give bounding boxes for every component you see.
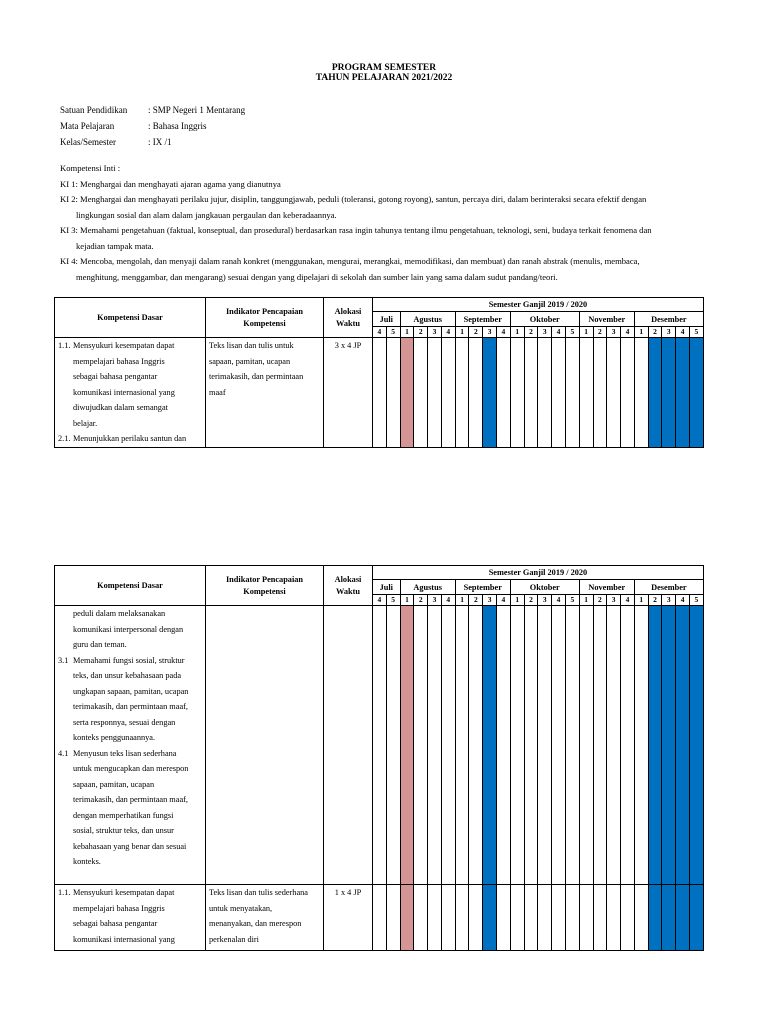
week-cell bbox=[689, 885, 703, 951]
kd-number: 3.1 bbox=[58, 655, 69, 665]
kompetensi-dasar-cell bbox=[55, 885, 206, 951]
week-cell bbox=[373, 606, 387, 885]
header-indikator: Indikator Pencapaian Kompetensi bbox=[206, 298, 324, 338]
week-cell bbox=[676, 606, 690, 885]
kd-item bbox=[58, 653, 203, 669]
week-cell bbox=[373, 338, 387, 448]
indikator-line: terimakasih, dan permintaan bbox=[209, 372, 304, 381]
week-cell bbox=[483, 606, 497, 885]
week-cell bbox=[524, 885, 538, 951]
week-cell bbox=[634, 606, 648, 885]
identity-value: : Bahasa Inggris bbox=[148, 121, 207, 131]
week-cell bbox=[386, 885, 400, 951]
kd-line: kebahasaan yang benar dan sesuai bbox=[73, 841, 187, 851]
kd-line: konteks penggunaannya. bbox=[73, 733, 156, 742]
week-cell bbox=[634, 885, 648, 951]
week-cell bbox=[483, 338, 497, 448]
header-week: 3 bbox=[607, 595, 621, 606]
header-week: 4 bbox=[441, 327, 455, 338]
week-cell bbox=[469, 606, 483, 885]
kd-item bbox=[58, 338, 203, 354]
week-cell bbox=[579, 338, 593, 448]
week-cell bbox=[593, 885, 607, 951]
kd-number: 1.1. bbox=[58, 341, 71, 350]
header-week: 5 bbox=[386, 327, 400, 338]
indikator-line: menanyakan, dan merespon bbox=[209, 919, 302, 928]
header-week: 3 bbox=[483, 327, 497, 338]
header-week: 4 bbox=[373, 327, 387, 338]
week-cell bbox=[428, 338, 442, 448]
identity-value: : IX /1 bbox=[148, 137, 172, 147]
header-semester: Semester Ganjil 2019 / 2020 bbox=[373, 298, 704, 312]
header-kompetensi-dasar: Kompetensi Dasar bbox=[55, 566, 206, 606]
header-week: 5 bbox=[689, 595, 703, 606]
week-cell bbox=[689, 338, 703, 448]
kd-line: untuk mengucapkan dan merespon bbox=[73, 764, 189, 773]
kd-line: komunikasi interpersonal dengan bbox=[73, 624, 184, 634]
header-month: Juli bbox=[373, 312, 401, 327]
indikator-line: untuk menyatakan, bbox=[209, 903, 273, 913]
kd-item bbox=[58, 746, 203, 762]
program-semester-table-1 bbox=[54, 297, 704, 448]
week-cell bbox=[552, 606, 566, 885]
kd-line: belajar. bbox=[73, 418, 98, 428]
kd-line: teks, dan unsur kebahasaan pada bbox=[73, 671, 182, 680]
identity-label: Kelas/Semester bbox=[60, 137, 116, 147]
kd-text: Memahami fungsi sosial, struktur bbox=[73, 655, 185, 665]
header-week: 2 bbox=[414, 327, 428, 338]
kd-text: Menyusun teks lisan sederhana bbox=[73, 748, 177, 758]
ki-3-continued: kejadian tampak mata. bbox=[76, 240, 154, 251]
header-week: 4 bbox=[621, 327, 635, 338]
week-cell bbox=[676, 338, 690, 448]
week-cell bbox=[689, 606, 703, 885]
week-cell bbox=[400, 338, 414, 448]
week-cell bbox=[497, 885, 511, 951]
kd-number: 4.1 bbox=[58, 748, 69, 758]
week-cell bbox=[428, 885, 442, 951]
week-cell bbox=[552, 885, 566, 951]
header-week: 1 bbox=[510, 595, 524, 606]
ki-title: Kompetensi Inti : bbox=[60, 163, 121, 173]
week-cell bbox=[483, 885, 497, 951]
week-cell bbox=[538, 606, 552, 885]
week-cell bbox=[648, 338, 662, 448]
header-week: 2 bbox=[524, 327, 538, 338]
week-cell bbox=[428, 606, 442, 885]
week-cell bbox=[634, 338, 648, 448]
header-week: 5 bbox=[689, 327, 703, 338]
header-week: 3 bbox=[662, 327, 676, 338]
header-indikator: Indikator Pencapaian Kompetensi bbox=[206, 566, 324, 606]
kompetensi-inti bbox=[60, 161, 700, 285]
header-week: 5 bbox=[386, 595, 400, 606]
week-cell bbox=[441, 606, 455, 885]
week-cell bbox=[648, 606, 662, 885]
kd-line: komunikasi internasional yang bbox=[73, 934, 175, 944]
indikator-line: sapaan, pamitan, ucapan bbox=[209, 356, 291, 366]
header-week: 4 bbox=[552, 327, 566, 338]
week-cell bbox=[621, 606, 635, 885]
week-cell bbox=[469, 885, 483, 951]
ki-4-continued: menghitung, menggambar, dan mengarang) sesuai dengan yang dipelajari di sekolah dan sumber lain yang sama dalam sudut pandang/teori. bbox=[76, 271, 558, 282]
week-cell bbox=[565, 338, 579, 448]
header-week: 1 bbox=[510, 327, 524, 338]
week-cell bbox=[579, 606, 593, 885]
week-cell bbox=[441, 338, 455, 448]
kd-line: sebagai bahasa pengantar bbox=[73, 372, 158, 381]
week-cell bbox=[662, 338, 676, 448]
kd-line: diwujudkan dalam semangat bbox=[73, 403, 168, 412]
week-cell bbox=[662, 885, 676, 951]
header-week: 3 bbox=[607, 327, 621, 338]
header-week: 1 bbox=[455, 327, 469, 338]
kd-line: terimakasih, dan permintaan maaf, bbox=[73, 795, 188, 804]
week-cell bbox=[510, 338, 524, 448]
header-month: Agustus bbox=[400, 580, 455, 595]
kd-line: peduli dalam melaksanakan bbox=[73, 609, 166, 618]
header-week: 3 bbox=[538, 327, 552, 338]
kd-item bbox=[58, 431, 203, 447]
header-week: 3 bbox=[428, 327, 442, 338]
document-subtitle: TAHUN PELAJARAN 2021/2022 bbox=[315, 73, 453, 83]
header-week: 4 bbox=[497, 327, 511, 338]
header-month: Juli bbox=[373, 580, 401, 595]
header-week: 2 bbox=[593, 595, 607, 606]
week-cell bbox=[621, 338, 635, 448]
kd-text: Mensyukuri kesempatan dapat bbox=[73, 888, 175, 897]
header-week: 1 bbox=[634, 595, 648, 606]
week-cell bbox=[455, 885, 469, 951]
header-month: November bbox=[579, 580, 634, 595]
ki-3: KI 3: Memahami pengetahuan (faktual, konseptual, dan prosedural) berdasarkan rasa ingin tahunya tentang ilmu pengetahuan, teknologi, seni, budaya terkait fenomena dan bbox=[60, 225, 652, 235]
kd-line: sebagai bahasa pengantar bbox=[73, 919, 158, 928]
kd-line: mempelajari bahasa Inggris bbox=[73, 356, 165, 366]
week-cell bbox=[386, 606, 400, 885]
kd-number: 2.1. bbox=[58, 434, 71, 443]
header-month: November bbox=[579, 312, 634, 327]
week-cell bbox=[565, 885, 579, 951]
header-week: 4 bbox=[441, 595, 455, 606]
header-month: Oktober bbox=[510, 580, 579, 595]
week-cell bbox=[510, 885, 524, 951]
kd-line: mempelajari bahasa Inggris bbox=[73, 903, 165, 913]
week-cell bbox=[552, 338, 566, 448]
header-week: 2 bbox=[469, 595, 483, 606]
week-cell bbox=[524, 606, 538, 885]
indikator-line: perkenalan diri bbox=[209, 934, 259, 944]
week-cell bbox=[469, 338, 483, 448]
ki-1: KI 1: Menghargai dan menghayati ajaran agama yang dianutnya bbox=[60, 178, 281, 189]
header-alokasi-waktu: Alokasi Waktu bbox=[324, 566, 373, 606]
kd-text: Menunjukkan perilaku santun dan bbox=[73, 434, 187, 443]
header-week: 5 bbox=[565, 327, 579, 338]
week-cell bbox=[538, 338, 552, 448]
header-month: September bbox=[455, 312, 510, 327]
kd-line: sapaan, pamitan, ucapan bbox=[73, 779, 155, 789]
header-week: 4 bbox=[621, 595, 635, 606]
header-week: 2 bbox=[524, 595, 538, 606]
program-semester-table-2 bbox=[54, 565, 704, 951]
header-week: 5 bbox=[565, 595, 579, 606]
week-cell bbox=[593, 606, 607, 885]
indikator-cell bbox=[206, 338, 324, 448]
week-cell bbox=[648, 885, 662, 951]
indikator-line: Teks lisan dan tulis sederhana bbox=[209, 888, 308, 897]
week-cell bbox=[455, 338, 469, 448]
header-week: 2 bbox=[648, 595, 662, 606]
kd-line: dengan memperhatikan fungsi bbox=[73, 810, 174, 820]
week-cell bbox=[607, 885, 621, 951]
kd-text: Mensyukuri kesempatan dapat bbox=[73, 341, 175, 350]
week-cell bbox=[373, 885, 387, 951]
ki-2: KI 2: Menghargai dan menghayati perilaku jujur, disiplin, tanggungjawab, peduli (toleransi, gotong royong), santun, percaya diri, dalam berinteraksi secara efektif dengan bbox=[60, 194, 647, 204]
header-week: 2 bbox=[414, 595, 428, 606]
ki-2-continued: lingkungan sosial dan alam dalam jangkauan pergaulan dan keberadaannya. bbox=[76, 209, 337, 220]
header-week: 1 bbox=[455, 595, 469, 606]
indikator-line: maaf bbox=[209, 387, 226, 397]
alokasi-cell: 1 x 4 JP bbox=[324, 885, 373, 951]
indikator-cell bbox=[206, 606, 324, 885]
kompetensi-dasar-cell bbox=[55, 338, 206, 448]
indikator-line: Teks lisan dan tulis untuk bbox=[209, 341, 294, 350]
week-cell bbox=[607, 606, 621, 885]
header-week: 3 bbox=[428, 595, 442, 606]
identity-row-class bbox=[60, 134, 245, 150]
week-cell bbox=[414, 338, 428, 448]
header-month: Oktober bbox=[510, 312, 579, 327]
week-cell bbox=[441, 885, 455, 951]
header-week: 3 bbox=[483, 595, 497, 606]
kd-line: guru dan teman. bbox=[73, 640, 127, 649]
header-kompetensi-dasar: Kompetensi Dasar bbox=[55, 298, 206, 338]
header-week: 4 bbox=[373, 595, 387, 606]
week-cell bbox=[497, 606, 511, 885]
header-week: 4 bbox=[552, 595, 566, 606]
identity-value: : SMP Negeri 1 Mentarang bbox=[148, 105, 246, 115]
week-cell bbox=[662, 606, 676, 885]
identity-row-subject bbox=[60, 118, 245, 134]
kompetensi-dasar-cell bbox=[55, 606, 206, 885]
identity-row-school bbox=[60, 102, 245, 118]
header-week: 1 bbox=[400, 595, 414, 606]
header-month: Desember bbox=[634, 312, 703, 327]
alokasi-cell bbox=[324, 606, 373, 885]
kd-number: 1.1. bbox=[58, 888, 71, 897]
week-cell bbox=[524, 338, 538, 448]
identity-label: Mata Pelajaran bbox=[60, 121, 115, 131]
kd-line: sosial, struktur teks, dan unsur bbox=[73, 826, 174, 835]
header-alokasi-waktu: Alokasi Waktu bbox=[324, 298, 373, 338]
kd-line: komunikasi internasional yang bbox=[73, 387, 175, 397]
kd-line: konteks. bbox=[73, 857, 101, 866]
header-week: 1 bbox=[400, 327, 414, 338]
header-month: Desember bbox=[634, 580, 703, 595]
header-week: 3 bbox=[662, 595, 676, 606]
week-cell bbox=[676, 885, 690, 951]
kd-line: ungkapan sapaan, pamitan, ucapan bbox=[73, 686, 189, 696]
indikator-cell bbox=[206, 885, 324, 951]
kd-item bbox=[58, 885, 203, 901]
header-week: 4 bbox=[497, 595, 511, 606]
header-semester: Semester Ganjil 2019 / 2020 bbox=[373, 566, 704, 580]
header-week: 1 bbox=[579, 327, 593, 338]
week-cell bbox=[593, 338, 607, 448]
header-week: 4 bbox=[676, 595, 690, 606]
week-cell bbox=[621, 885, 635, 951]
week-cell bbox=[414, 606, 428, 885]
week-cell bbox=[386, 338, 400, 448]
identity-block bbox=[60, 102, 245, 150]
week-cell bbox=[400, 606, 414, 885]
document-title: PROGRAM SEMESTER bbox=[331, 63, 437, 73]
week-cell bbox=[538, 885, 552, 951]
header-week: 2 bbox=[648, 327, 662, 338]
ki-4: KI 4: Mencoba, mengolah, dan menyaji dalam ranah konkret (menggunakan, mengurai, merangkai, memodifikasi, dan membuat) dan ranah abstrak (menulis, membaca, bbox=[60, 256, 640, 266]
week-cell bbox=[510, 606, 524, 885]
week-cell bbox=[607, 338, 621, 448]
alokasi-cell: 3 x 4 JP bbox=[324, 338, 373, 448]
week-cell bbox=[455, 606, 469, 885]
header-week: 1 bbox=[634, 327, 648, 338]
week-cell bbox=[565, 606, 579, 885]
week-cell bbox=[497, 338, 511, 448]
header-week: 1 bbox=[579, 595, 593, 606]
header-week: 2 bbox=[593, 327, 607, 338]
header-week: 3 bbox=[538, 595, 552, 606]
week-cell bbox=[414, 885, 428, 951]
header-month: Agustus bbox=[400, 312, 455, 327]
kd-line: terimakasih, dan permintaan maaf, bbox=[73, 702, 188, 711]
week-cell bbox=[400, 885, 414, 951]
kd-line: serta responnya, sesuai dengan bbox=[73, 717, 176, 727]
week-cell bbox=[579, 885, 593, 951]
header-week: 4 bbox=[676, 327, 690, 338]
header-month: September bbox=[455, 580, 510, 595]
identity-label: Satuan Pendidikan bbox=[60, 105, 128, 115]
header-week: 2 bbox=[469, 327, 483, 338]
